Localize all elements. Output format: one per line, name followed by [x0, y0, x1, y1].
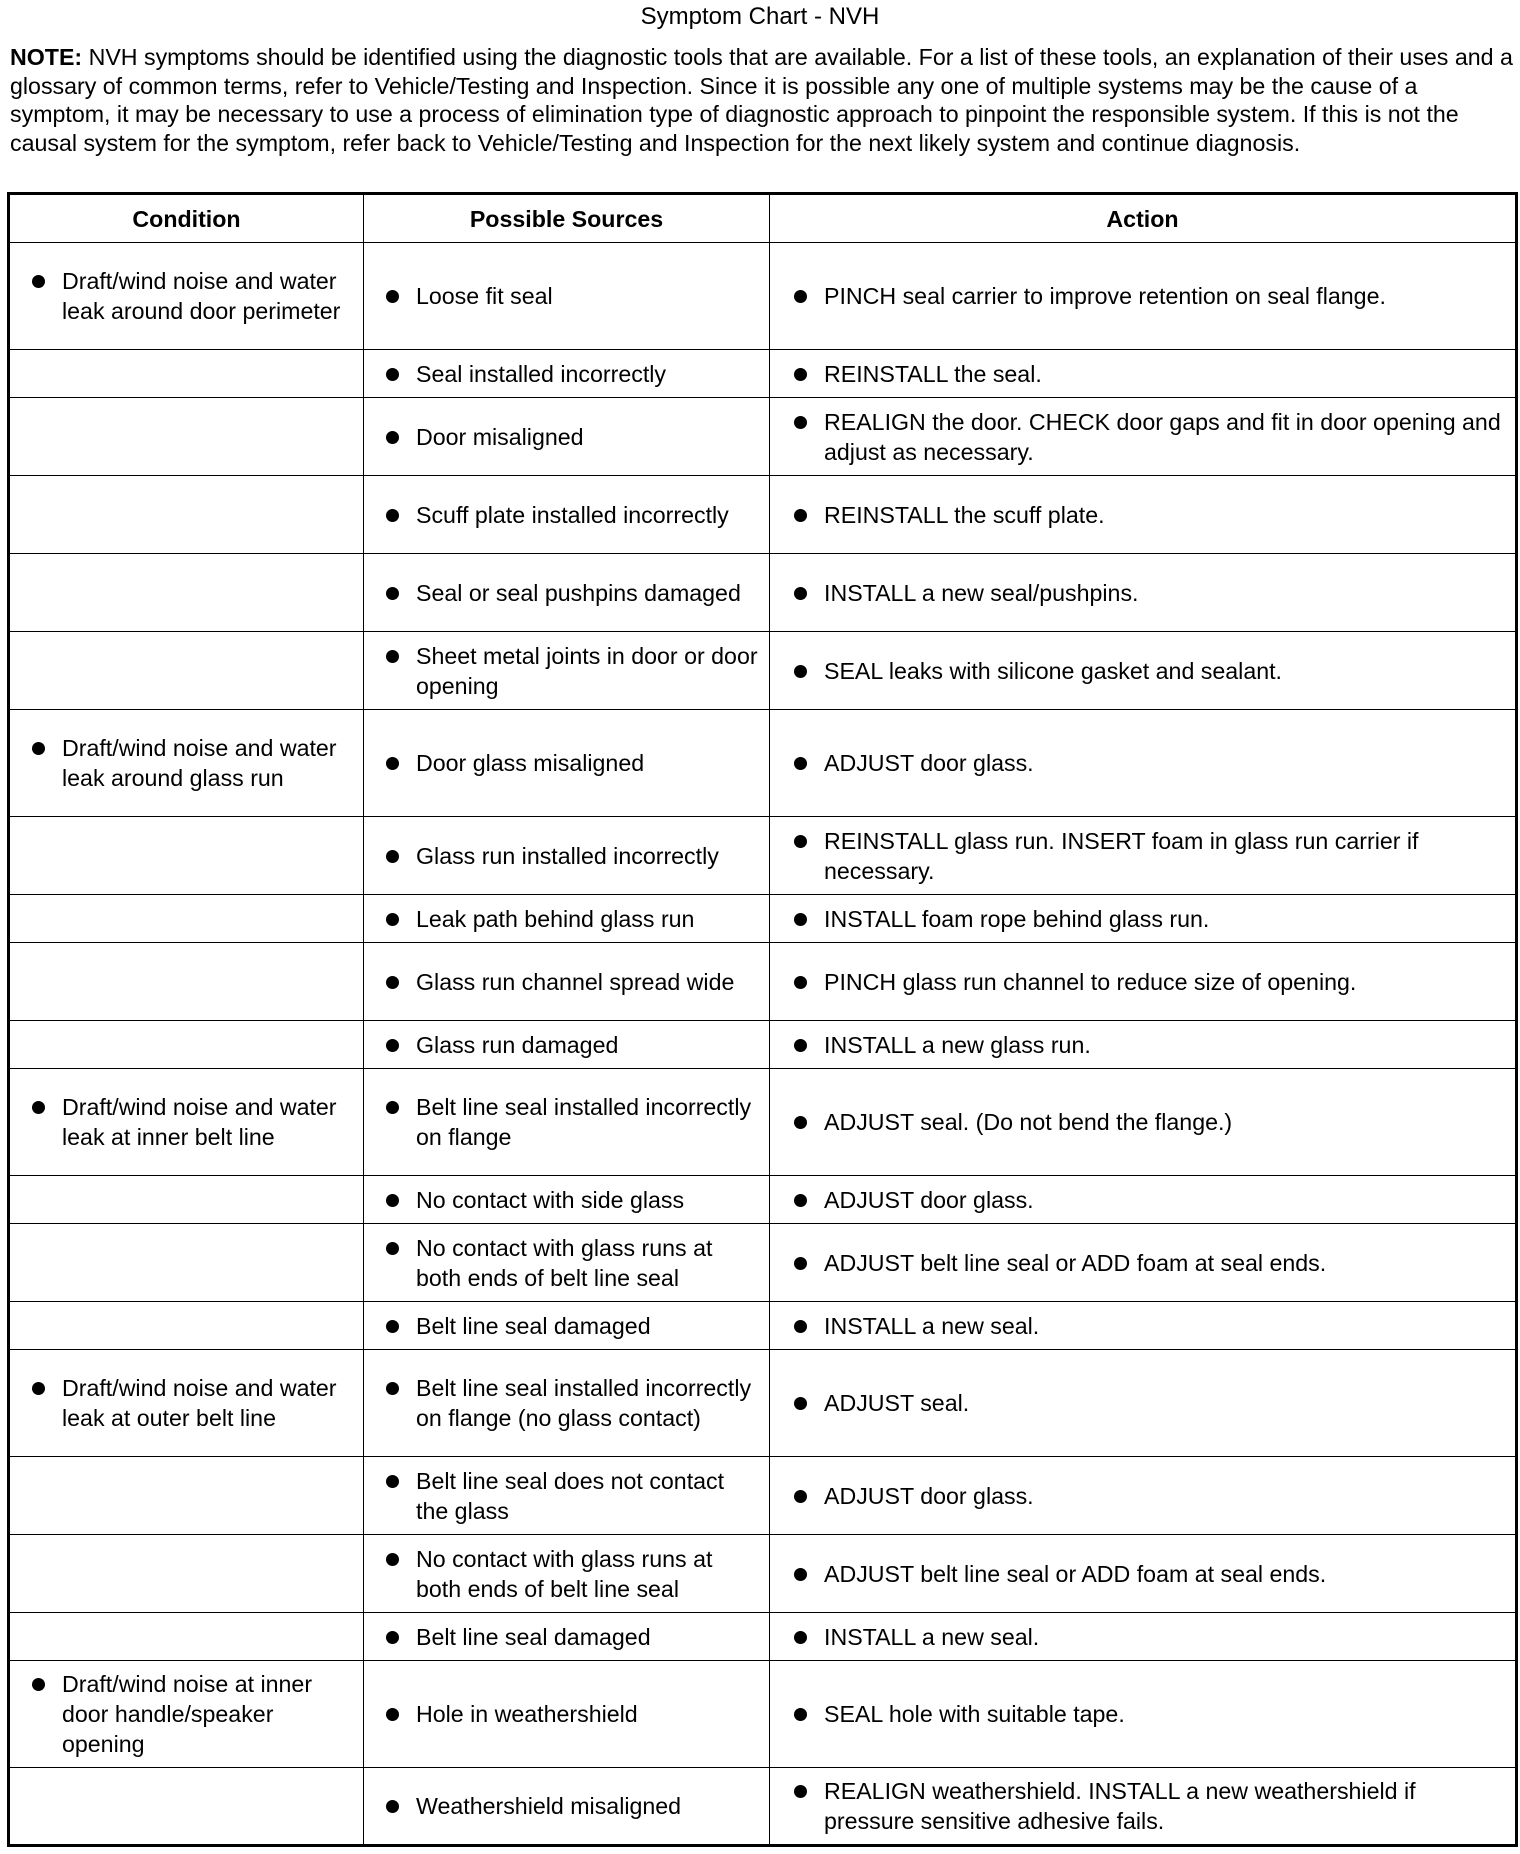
page-title: Symptom Chart - NVH — [640, 3, 880, 30]
action-cell — [770, 943, 1517, 1021]
table-row — [9, 554, 1517, 632]
possible-source-cell-text: Door misaligned — [416, 423, 584, 450]
table-row — [9, 817, 1517, 895]
table-row — [9, 476, 1517, 554]
bullet-icon — [386, 1242, 399, 1255]
action-cell-text: REINSTALL glass run. INSERT foam in glass run carrier if necessary. — [824, 827, 1419, 884]
condition-cell — [9, 943, 364, 1021]
possible-source-cell — [364, 1457, 770, 1535]
action-cell — [770, 1302, 1517, 1350]
table-row — [9, 1535, 1517, 1613]
bullet-icon — [386, 290, 399, 303]
bullet-icon — [794, 665, 807, 678]
header-condition: Condition — [9, 194, 364, 243]
condition-cell — [9, 1224, 364, 1302]
possible-source-cell-text: Scuff plate installed incorrectly — [416, 501, 729, 528]
possible-source-cell-text: Belt line seal does not contact the glass — [416, 1467, 725, 1524]
table-row — [9, 1069, 1517, 1176]
condition-cell — [9, 243, 364, 350]
possible-source-cell-text: Glass run damaged — [416, 1031, 619, 1058]
table-body — [9, 243, 1517, 1846]
table-row — [9, 1613, 1517, 1661]
condition-cell — [9, 398, 364, 476]
condition-cell — [9, 554, 364, 632]
bullet-icon — [794, 1708, 807, 1721]
table-row — [9, 895, 1517, 943]
bullet-icon — [386, 1475, 399, 1488]
action-cell — [770, 1224, 1517, 1302]
bullet-icon — [386, 1800, 399, 1813]
possible-source-cell-text: Sheet metal joints in door or door opening — [416, 642, 758, 699]
possible-source-cell — [364, 243, 770, 350]
action-cell-text: REINSTALL the scuff plate. — [824, 501, 1105, 528]
bullet-icon — [32, 1678, 45, 1691]
action-cell-text: INSTALL a new seal/pushpins. — [824, 579, 1139, 606]
action-cell-text: INSTALL a new seal. — [824, 1623, 1040, 1650]
table-row — [9, 398, 1517, 476]
condition-cell-text: Draft/wind noise and water leak at outer belt line — [62, 1375, 337, 1431]
bullet-icon — [386, 913, 399, 926]
condition-cell-text: Draft/wind noise and water leak at inner belt line — [62, 1094, 337, 1150]
table-row — [9, 1661, 1517, 1768]
possible-source-cell-text: Loose fit seal — [416, 283, 553, 309]
condition-cell — [9, 1021, 364, 1069]
possible-source-cell-text: No contact with glass runs at both ends of belt line seal — [416, 1545, 713, 1602]
condition-cell — [9, 1302, 364, 1350]
possible-source-cell-text: No contact with glass runs at both ends of belt line seal — [416, 1234, 713, 1291]
possible-source-cell-text: Seal installed incorrectly — [416, 360, 667, 387]
possible-source-cell — [364, 1302, 770, 1350]
bullet-icon — [794, 757, 807, 770]
possible-source-cell-text: Glass run installed incorrectly — [416, 842, 719, 869]
bullet-icon — [794, 509, 807, 522]
action-cell — [770, 1069, 1517, 1176]
bullet-icon — [32, 1382, 45, 1395]
table-row — [9, 1457, 1517, 1535]
possible-source-cell-text: Leak path behind glass run — [416, 905, 695, 932]
header-action: Action — [770, 194, 1517, 243]
note-label: NOTE: — [10, 44, 83, 70]
table-header-row — [9, 194, 1517, 243]
possible-source-cell — [364, 554, 770, 632]
possible-source-cell — [364, 476, 770, 554]
bullet-icon — [794, 1631, 807, 1644]
possible-source-cell-text: Door glass misaligned — [416, 750, 645, 776]
table-row — [9, 1176, 1517, 1224]
condition-cell-text: Draft/wind noise and water leak around glass run — [62, 735, 337, 791]
note-paragraph — [10, 43, 1515, 157]
table-row — [9, 632, 1517, 710]
condition-cell — [9, 1350, 364, 1457]
action-cell — [770, 895, 1517, 943]
condition-cell-text: Draft/wind noise and water leak around door perimeter — [62, 268, 341, 324]
action-cell-text: ADJUST belt line seal or ADD foam at seal ends. — [824, 1560, 1327, 1587]
bullet-icon — [794, 1785, 807, 1798]
bullet-icon — [386, 1553, 399, 1566]
action-cell — [770, 476, 1517, 554]
bullet-icon — [386, 757, 399, 770]
condition-cell — [9, 1535, 364, 1613]
bullet-icon — [794, 1194, 807, 1207]
possible-source-cell — [364, 1069, 770, 1176]
action-cell-text: REINSTALL the seal. — [824, 360, 1042, 387]
table-row — [9, 943, 1517, 1021]
table-row — [9, 243, 1517, 350]
possible-source-cell — [364, 1535, 770, 1613]
action-cell — [770, 1176, 1517, 1224]
action-cell-text: ADJUST door glass. — [824, 750, 1034, 776]
possible-source-cell — [364, 1613, 770, 1661]
table-row — [9, 1768, 1517, 1846]
bullet-icon — [794, 1257, 807, 1270]
condition-cell — [9, 710, 364, 817]
possible-source-cell — [364, 632, 770, 710]
condition-cell — [9, 895, 364, 943]
possible-source-cell-text: Belt line seal installed incorrectly on flange (no glass contact) — [416, 1375, 752, 1431]
bullet-icon — [386, 850, 399, 863]
possible-source-cell — [364, 1661, 770, 1768]
bullet-icon — [386, 431, 399, 444]
bullet-icon — [794, 1039, 807, 1052]
bullet-icon — [386, 1194, 399, 1207]
condition-cell — [9, 817, 364, 895]
condition-cell — [9, 632, 364, 710]
possible-source-cell — [364, 398, 770, 476]
table-row — [9, 1021, 1517, 1069]
possible-source-cell — [364, 1350, 770, 1457]
table-row — [9, 350, 1517, 398]
bullet-icon — [386, 368, 399, 381]
action-cell — [770, 1457, 1517, 1535]
condition-cell — [9, 1661, 364, 1768]
bullet-icon — [386, 1320, 399, 1333]
possible-source-cell-text: Seal or seal pushpins damaged — [416, 579, 741, 606]
action-cell — [770, 817, 1517, 895]
action-cell-text: PINCH glass run channel to reduce size of opening. — [824, 968, 1357, 995]
condition-cell-text: Draft/wind noise at inner door handle/speaker opening — [62, 1671, 313, 1757]
action-cell — [770, 1613, 1517, 1661]
action-cell-text: ADJUST seal. — [824, 1390, 970, 1416]
bullet-icon — [794, 1397, 807, 1410]
bullet-icon — [386, 1101, 399, 1114]
action-cell — [770, 554, 1517, 632]
bullet-icon — [794, 368, 807, 381]
action-cell-text: REALIGN weathershield. INSTALL a new weathershield if pressure sensitive adhesive fails. — [824, 1778, 1416, 1834]
action-cell — [770, 710, 1517, 817]
action-cell — [770, 1350, 1517, 1457]
condition-cell — [9, 1069, 364, 1176]
table-row — [9, 1224, 1517, 1302]
note-text: NVH symptoms should be identified using the diagnostic tools that are available. For a list of these tools, an explanation of their uses and a glossary of common terms, refer to Vehicle/Testing and Inspection. Since it is possible any one of multiple systems may be the cause of a symptom, it may be necessary to use a process of elimination type of diagnostic approach to pinpoint the responsible system. If this is not the causal system for the symptom, refer back to Vehicle/Testing and Inspection for the next likely system and continue diagnosis. — [10, 44, 1513, 156]
action-cell-text: ADJUST door glass. — [824, 1186, 1034, 1213]
bullet-icon — [794, 416, 807, 429]
possible-source-cell — [364, 817, 770, 895]
possible-source-cell-text: Glass run channel spread wide — [416, 968, 735, 995]
bullet-icon — [386, 650, 399, 663]
bullet-icon — [794, 1490, 807, 1503]
possible-source-cell — [364, 895, 770, 943]
possible-source-cell — [364, 350, 770, 398]
possible-source-cell — [364, 1768, 770, 1846]
action-cell-text: REALIGN the door. CHECK door gaps and fit in door opening and adjust as necessary. — [824, 408, 1501, 465]
action-cell — [770, 632, 1517, 710]
action-cell-text: ADJUST seal. (Do not bend the flange.) — [824, 1109, 1233, 1135]
possible-source-cell — [364, 943, 770, 1021]
bullet-icon — [794, 290, 807, 303]
action-cell-text: SEAL hole with suitable tape. — [824, 1701, 1125, 1727]
action-cell-text: INSTALL a new glass run. — [824, 1031, 1091, 1058]
condition-cell — [9, 1176, 364, 1224]
bullet-icon — [386, 976, 399, 989]
action-cell — [770, 1661, 1517, 1768]
action-cell — [770, 398, 1517, 476]
action-cell-text: SEAL leaks with silicone gasket and sealant. — [824, 657, 1282, 684]
action-cell-text: INSTALL a new seal. — [824, 1312, 1040, 1339]
bullet-icon — [794, 1116, 807, 1129]
bullet-icon — [386, 587, 399, 600]
possible-source-cell — [364, 1224, 770, 1302]
possible-source-cell — [364, 1021, 770, 1069]
bullet-icon — [794, 913, 807, 926]
action-cell-text: PINCH seal carrier to improve retention on seal flange. — [824, 283, 1386, 309]
condition-cell — [9, 1457, 364, 1535]
bullet-icon — [386, 1039, 399, 1052]
condition-cell — [9, 476, 364, 554]
table-row — [9, 1302, 1517, 1350]
bullet-icon — [386, 1708, 399, 1721]
symptom-chart-table — [7, 192, 1518, 1847]
action-cell-text: ADJUST belt line seal or ADD foam at seal ends. — [824, 1249, 1327, 1276]
possible-source-cell-text: Belt line seal damaged — [416, 1312, 651, 1339]
condition-cell — [9, 1768, 364, 1846]
bullet-icon — [32, 1101, 45, 1114]
bullet-icon — [386, 1631, 399, 1644]
action-cell — [770, 243, 1517, 350]
action-cell — [770, 1535, 1517, 1613]
condition-cell — [9, 1613, 364, 1661]
possible-source-cell-text: Belt line seal damaged — [416, 1623, 651, 1650]
bullet-icon — [794, 1568, 807, 1581]
bullet-icon — [32, 742, 45, 755]
condition-cell — [9, 350, 364, 398]
table-row — [9, 1350, 1517, 1457]
bullet-icon — [794, 587, 807, 600]
bullet-icon — [386, 509, 399, 522]
possible-source-cell-text: Belt line seal installed incorrectly on flange — [416, 1094, 752, 1150]
action-cell — [770, 1768, 1517, 1846]
bullet-icon — [794, 835, 807, 848]
possible-source-cell-text: No contact with side glass — [416, 1186, 685, 1213]
action-cell-text: INSTALL foam rope behind glass run. — [824, 905, 1210, 932]
bullet-icon — [794, 1320, 807, 1333]
possible-source-cell — [364, 710, 770, 817]
action-cell — [770, 1021, 1517, 1069]
table-row — [9, 710, 1517, 817]
action-cell — [770, 350, 1517, 398]
possible-source-cell-text: Hole in weathershield — [416, 1701, 638, 1727]
bullet-icon — [386, 1382, 399, 1395]
bullet-icon — [32, 275, 45, 288]
bullet-icon — [794, 976, 807, 989]
action-cell-text: ADJUST door glass. — [824, 1482, 1034, 1509]
header-possible-sources: Possible Sources — [364, 194, 770, 243]
possible-source-cell-text: Weathershield misaligned — [416, 1793, 682, 1819]
possible-source-cell — [364, 1176, 770, 1224]
